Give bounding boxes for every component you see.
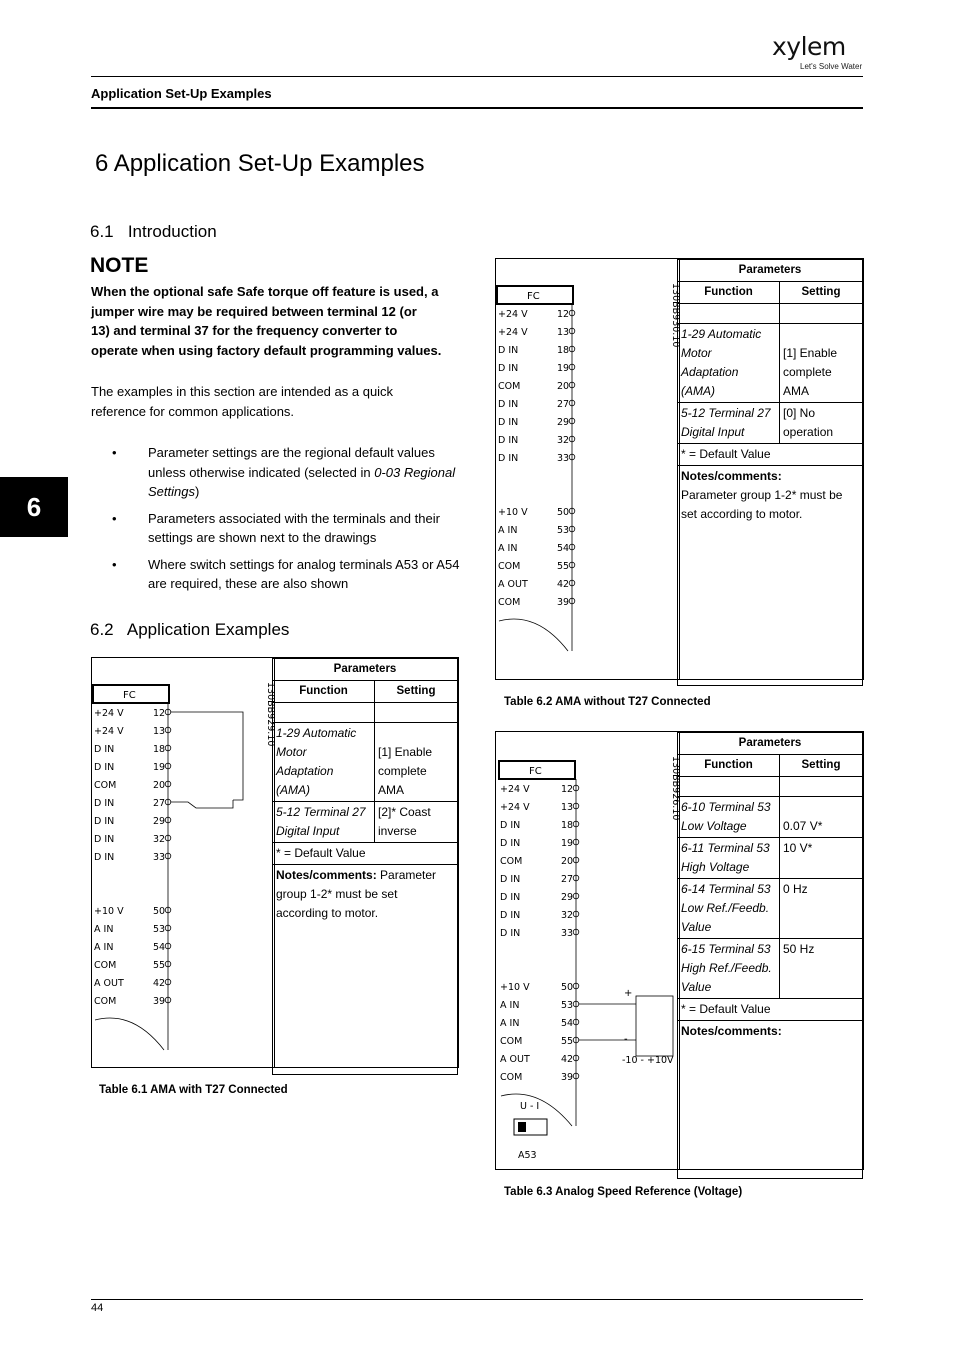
setting-cell <box>780 939 863 999</box>
terminal-number: 39 <box>557 597 570 608</box>
function-header: Function <box>678 282 780 304</box>
source-minus: - <box>624 1034 628 1045</box>
intro-line: The examples in this section are intended as a quick <box>91 384 394 399</box>
chapter-title-text: Application Set-Up Examples <box>113 150 425 177</box>
terminal-name: D IN <box>500 820 521 831</box>
terminal-number: 12 <box>561 784 574 795</box>
terminal-number: 39 <box>561 1072 574 1083</box>
terminal-name: A OUT <box>500 1054 530 1065</box>
chapter-title <box>95 150 425 178</box>
note-title: NOTE <box>90 254 149 277</box>
terminal-number: 13 <box>561 802 574 813</box>
switch-name: A53 <box>518 1150 537 1161</box>
wiring-svg <box>92 658 274 1067</box>
terminal-number: 12 <box>153 708 166 719</box>
terminal-number: 33 <box>153 852 166 863</box>
table-6-2 <box>495 258 864 680</box>
xylem-tagline: Let's Solve Water <box>800 62 863 71</box>
terminal-name: D IN <box>498 435 519 446</box>
cell-line: High Voltage <box>681 860 750 874</box>
cell-line: Digital Input <box>681 425 745 439</box>
cell-line <box>783 798 859 817</box>
bullet-dot: • <box>112 556 117 572</box>
terminal-name: D IN <box>498 363 519 374</box>
terminal-number: 42 <box>153 978 166 989</box>
terminal-number: 50 <box>561 982 574 993</box>
wiring-diagram <box>92 658 275 1067</box>
cell-line: (AMA) <box>276 783 310 797</box>
terminal-number: 32 <box>153 834 166 845</box>
terminal-number: 19 <box>557 363 570 374</box>
switch-lever <box>518 1122 526 1132</box>
notes-line: according to motor. <box>276 906 379 920</box>
voltage-source-box <box>636 996 673 1056</box>
terminal-name: D IN <box>498 453 519 464</box>
terminal-name: D IN <box>94 744 115 755</box>
blank-cell <box>678 777 780 797</box>
terminal-number: 50 <box>557 507 570 518</box>
terminal-name: +24 V <box>500 784 530 795</box>
terminal-name: COM <box>498 381 521 392</box>
terminal-name: A IN <box>94 924 114 935</box>
note-line: jumper wire may be required between terminal 12 (or <box>91 303 417 319</box>
running-title: Application Set-Up Examples <box>91 86 272 101</box>
terminal-number: 55 <box>153 960 166 971</box>
drawing-id: 130BB929.10 <box>265 682 276 747</box>
cell-line: 5-12 Terminal 27 <box>681 406 771 420</box>
terminal-number: 32 <box>557 435 570 446</box>
terminal-number: 53 <box>557 525 570 536</box>
terminal-number: 55 <box>561 1036 574 1047</box>
terminal-number: 53 <box>153 924 166 935</box>
setting-cell <box>375 802 458 843</box>
bullet-italic: 0-03 Regional Settings <box>148 464 456 499</box>
terminal-name: D IN <box>94 852 115 863</box>
blank-cell <box>678 304 780 324</box>
header-rule-top <box>91 76 863 77</box>
notes-label: Notes/comments: <box>681 469 782 483</box>
cell-line: 50 Hz <box>783 942 815 956</box>
terminal-number: 33 <box>561 928 574 939</box>
terminal-name: D IN <box>500 892 521 903</box>
terminal-name: COM <box>94 780 117 791</box>
table-6-2-caption: Table 6.2 AMA without T27 Connected <box>504 696 711 708</box>
terminal-name: D IN <box>94 816 115 827</box>
notes-line: set according to motor. <box>681 507 803 521</box>
cell-line: complete <box>783 365 832 379</box>
setting-cell <box>780 879 863 939</box>
terminal-number: 42 <box>561 1054 574 1065</box>
notes-line: Parameter <box>376 868 437 882</box>
drawing-id: 130BB926.10 <box>670 756 681 821</box>
terminal-number: 18 <box>557 345 570 356</box>
bullet-item <box>112 443 462 502</box>
wiring-svg <box>496 259 679 679</box>
terminal-number: 20 <box>153 780 166 791</box>
terminal-number: 32 <box>561 910 574 921</box>
chapter-side-tab: 6 <box>0 477 68 537</box>
cell-line: (AMA) <box>681 384 715 398</box>
parameters-table <box>272 658 458 1075</box>
terminal-number: 33 <box>557 453 570 464</box>
terminal-name: +24 V <box>94 726 124 737</box>
default-value-note: * = Default Value <box>678 999 863 1021</box>
terminal-name: D IN <box>94 762 115 773</box>
intro-line: reference for common applications. <box>91 403 295 419</box>
function-cell <box>678 939 780 999</box>
footer-rule <box>91 1299 863 1300</box>
blank-cell <box>273 703 375 723</box>
parameters-header: Parameters <box>678 733 863 755</box>
terminal-name: +10 V <box>94 906 124 917</box>
parameters-table <box>677 259 863 686</box>
terminal-name: A IN <box>498 525 518 536</box>
notes-cell <box>273 865 458 1075</box>
terminal-strip-curve <box>499 619 568 651</box>
cell-line: 6-10 Terminal 53 <box>681 800 771 814</box>
cell-line: AMA <box>378 783 405 797</box>
terminal-name: A OUT <box>498 579 528 590</box>
cell-line: Digital Input <box>276 824 340 838</box>
notes-cell <box>678 1021 863 1179</box>
terminal-number: 54 <box>153 942 166 953</box>
cell-line: 10 V* <box>783 841 813 855</box>
notes-label: Notes/comments: <box>276 868 377 882</box>
setting-cell <box>780 403 863 444</box>
table-6-1 <box>91 657 459 1068</box>
terminal-number: 18 <box>153 744 166 755</box>
function-header: Function <box>273 681 375 703</box>
table-6-3 <box>495 731 864 1170</box>
note-line: operate when using factory default programming values. <box>91 342 442 358</box>
xylem-logo: xylem <box>772 32 846 61</box>
parameters-header: Parameters <box>678 260 863 282</box>
terminal-name: A IN <box>498 543 518 554</box>
blank-cell <box>780 304 863 324</box>
terminal-number: 55 <box>557 561 570 572</box>
cell-line <box>783 325 859 344</box>
terminal-number: 13 <box>153 726 166 737</box>
terminal-name: D IN <box>94 798 115 809</box>
terminal-number: 19 <box>153 762 166 773</box>
bullet-dot: • <box>112 510 117 526</box>
terminal-name: A IN <box>94 942 114 953</box>
page-number: 44 <box>91 1302 104 1314</box>
terminal-name: +24 V <box>500 802 530 813</box>
function-cell <box>273 802 375 843</box>
bullet-text: Parameters associated with the terminals and their settings are shown next to the drawings <box>148 510 440 545</box>
terminal-number: 29 <box>557 417 570 428</box>
terminal-name: D IN <box>500 838 521 849</box>
section-intro-title: Introduction <box>127 222 217 241</box>
wiring-diagram <box>496 732 680 1169</box>
terminal-name: COM <box>498 597 521 608</box>
function-header: Function <box>678 755 780 777</box>
terminal-name: COM <box>500 856 523 867</box>
cell-line: Value <box>681 980 712 994</box>
cell-line: Low Voltage <box>681 819 747 833</box>
terminal-name: D IN <box>94 834 115 845</box>
cell-line: 0 Hz <box>783 882 808 896</box>
drawing-id: 130BB930.10 <box>670 283 681 348</box>
terminal-number: 29 <box>561 892 574 903</box>
setting-cell <box>780 324 863 403</box>
fc-label: FC <box>529 766 542 777</box>
terminal-number: 54 <box>557 543 570 554</box>
table-6-3-caption: Table 6.3 Analog Speed Reference (Voltage) <box>504 1186 743 1198</box>
fc-label: FC <box>123 690 136 701</box>
terminal-name: COM <box>500 1072 523 1083</box>
bullet-dot: • <box>112 445 117 460</box>
function-cell <box>678 797 780 838</box>
bullet-item <box>112 555 462 594</box>
bullet-text: Parameter settings are the regional default values unless otherwise indicated (selected in <box>148 445 435 480</box>
bullet-text: Where switch settings for analog terminals A53 or A54 are required, these are also shown <box>148 556 460 591</box>
wiring-svg <box>496 732 679 1169</box>
terminal-name: D IN <box>500 928 521 939</box>
notes-cell <box>678 466 863 686</box>
intro-bullet-list <box>112 443 462 601</box>
coast-switch <box>171 800 233 808</box>
cell-line: 0.07 V* <box>783 819 823 833</box>
parameters-table <box>677 732 863 1179</box>
notes-line: Parameter group 1-2* must be <box>681 488 843 502</box>
setting-header: Setting <box>780 755 863 777</box>
function-cell <box>273 723 375 802</box>
function-cell <box>678 324 780 403</box>
terminal-name: A IN <box>500 1000 520 1011</box>
cell-line: [0] No <box>783 406 816 420</box>
terminal-number: 27 <box>557 399 570 410</box>
terminal-number: 39 <box>153 996 166 1007</box>
terminal-number: 50 <box>153 906 166 917</box>
setting-header: Setting <box>780 282 863 304</box>
terminal-name: A IN <box>500 1018 520 1029</box>
setting-cell <box>780 797 863 838</box>
note-line: 13) and terminal 37 for the frequency converter to <box>91 323 398 338</box>
source-plus: + <box>624 988 633 999</box>
cell-line: 6-11 Terminal 53 <box>681 841 770 855</box>
function-cell <box>678 403 780 444</box>
terminal-number: 27 <box>153 798 166 809</box>
terminal-number: 54 <box>561 1018 574 1029</box>
function-cell <box>678 838 780 879</box>
default-value-note: * = Default Value <box>678 444 863 466</box>
terminal-name: COM <box>500 1036 523 1047</box>
terminal-number: 53 <box>561 1000 574 1011</box>
setting-header: Setting <box>375 681 458 703</box>
wiring-diagram <box>496 259 680 679</box>
chapter-number: 6 <box>95 150 109 177</box>
cell-line: operation <box>783 425 834 439</box>
cell-line: 1-29 Automatic <box>681 327 762 341</box>
terminal-number: 19 <box>561 838 574 849</box>
section-intro-heading <box>90 222 217 242</box>
blank-cell <box>375 703 458 723</box>
terminal-number: 42 <box>557 579 570 590</box>
section-examples-heading <box>90 620 289 640</box>
terminal-name: D IN <box>500 910 521 921</box>
cell-line: Value <box>681 920 712 934</box>
cell-line <box>378 724 454 743</box>
terminal-name: COM <box>498 561 521 572</box>
terminal-strip-curve <box>95 1018 164 1050</box>
terminal-number: 18 <box>561 820 574 831</box>
terminal-name: D IN <box>498 399 519 410</box>
note-text <box>91 282 471 360</box>
jumper-wire <box>171 712 243 800</box>
terminal-number: 20 <box>557 381 570 392</box>
terminal-name: +24 V <box>94 708 124 719</box>
header-rule-bottom <box>91 107 863 109</box>
function-cell <box>678 879 780 939</box>
notes-line: group 1-2* must be set <box>276 887 398 901</box>
blank-cell <box>780 777 863 797</box>
table-6-1-caption: Table 6.1 AMA with T27 Connected <box>99 1084 288 1096</box>
terminal-name: D IN <box>498 417 519 428</box>
note-line: When the optional safe Safe torque off feature is used, a <box>91 284 439 299</box>
intro-paragraph <box>91 382 471 421</box>
cell-line: Adaptation <box>276 764 334 778</box>
cell-line: 6-15 Terminal 53 <box>681 942 771 956</box>
terminal-number: 13 <box>557 327 570 338</box>
notes-label: Notes/comments: <box>681 1024 782 1038</box>
terminal-number: 20 <box>561 856 574 867</box>
setting-cell <box>375 723 458 802</box>
terminal-number: 27 <box>561 874 574 885</box>
switch-label: U - I <box>520 1101 540 1112</box>
cell-line: [2]* Coast <box>378 805 431 819</box>
cell-line: [1] Enable <box>378 745 433 759</box>
terminal-number: 12 <box>557 309 570 320</box>
fc-label: FC <box>527 291 540 302</box>
terminal-name: COM <box>94 996 117 1007</box>
section-intro-number: 6.1 <box>90 222 114 241</box>
setting-cell <box>780 838 863 879</box>
terminal-name: D IN <box>500 874 521 885</box>
bullet-item <box>112 509 462 548</box>
terminal-name: +10 V <box>500 982 530 993</box>
default-value-note: * = Default Value <box>273 843 458 865</box>
terminal-number: 29 <box>153 816 166 827</box>
cell-line: High Ref./Feedb. <box>681 961 772 975</box>
cell-line: Low Ref./Feedb. <box>681 901 770 915</box>
cell-line: Motor <box>276 745 307 759</box>
terminal-name: D IN <box>498 345 519 356</box>
terminal-name: +24 V <box>498 327 528 338</box>
cell-line: 1-29 Automatic <box>276 726 357 740</box>
cell-line: complete <box>378 764 427 778</box>
terminal-name: COM <box>94 960 117 971</box>
section-examples-number: 6.2 <box>90 620 114 639</box>
section-examples-title: Application Examples <box>126 620 290 639</box>
cell-line: [1] Enable <box>783 346 838 360</box>
terminal-name: A OUT <box>94 978 124 989</box>
terminal-name: +10 V <box>498 507 528 518</box>
parameters-header: Parameters <box>273 659 458 681</box>
terminal-name: +24 V <box>498 309 528 320</box>
cell-line: inverse <box>378 824 417 838</box>
cell-line: 6-14 Terminal 53 <box>681 882 771 896</box>
cell-line: 5-12 Terminal 27 <box>276 805 366 819</box>
cell-line: AMA <box>783 384 810 398</box>
bullet-tail: ) <box>194 484 200 499</box>
source-range: -10 - +10V <box>622 1055 674 1066</box>
cell-line: Adaptation <box>681 365 739 379</box>
cell-line: Motor <box>681 346 712 360</box>
